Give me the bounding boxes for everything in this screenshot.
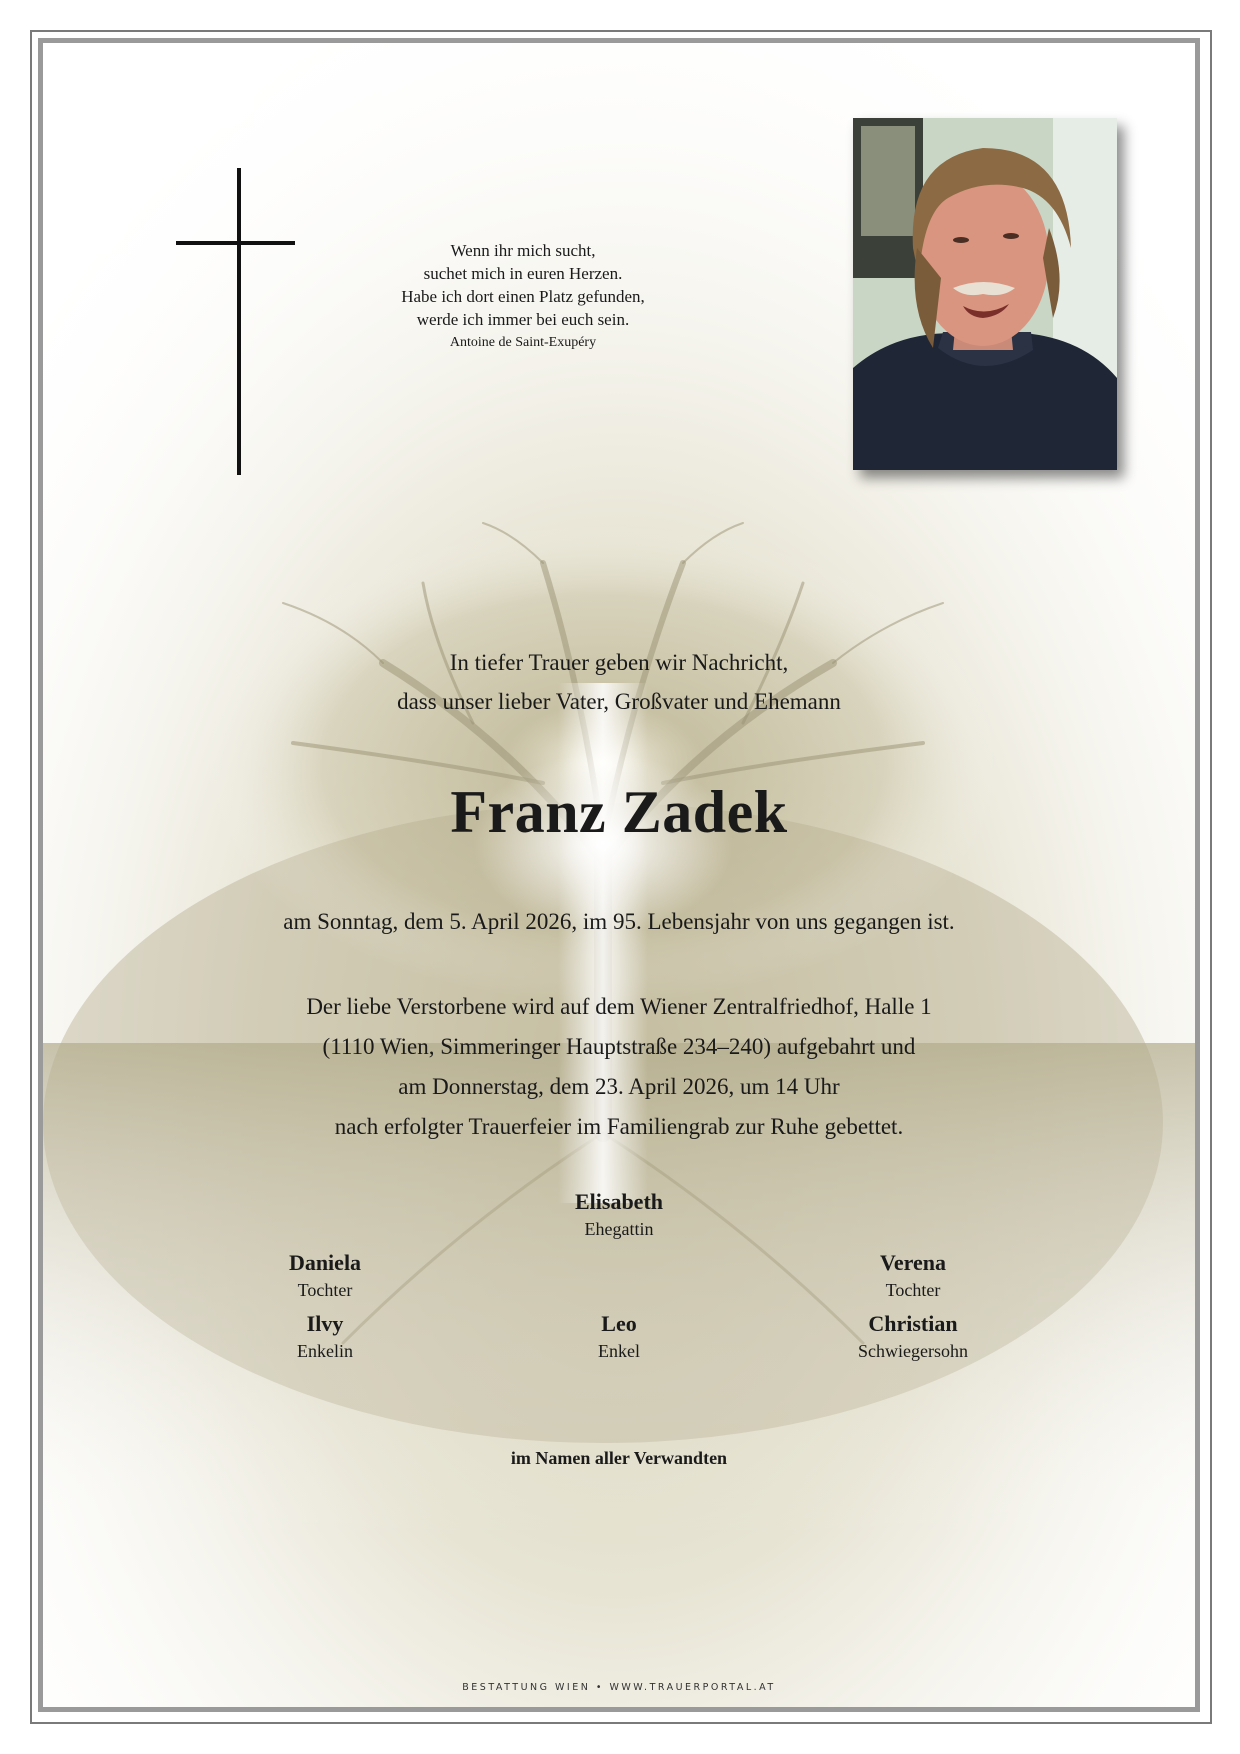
signoff: im Namen aller Verwandten	[510, 1448, 728, 1468]
details-line: (1110 Wien, Simmeringer Hauptstraße 234–240) aufgebahrt und	[322, 1034, 916, 1059]
intro-line: In tiefer Trauer geben wir Nachricht,	[449, 650, 789, 675]
deceased-name: Franz Zadek	[450, 779, 788, 845]
poem-line: Wenn ihr mich sucht,	[450, 241, 596, 260]
mourner-relation: Schwiegersohn	[858, 1341, 968, 1361]
poem-line: werde ich immer bei euch sein.	[416, 310, 630, 329]
footer-publisher: BESTATTUNG WIEN • WWW.TRAUERPORTAL.AT	[462, 1682, 776, 1693]
funeral-details	[43, 987, 1195, 1147]
poem-line: Habe ich dort einen Platz gefunden,	[401, 287, 645, 306]
latin-cross-icon	[237, 168, 241, 475]
mourner-name: Verena	[880, 1250, 946, 1275]
obituary-page	[38, 38, 1200, 1712]
mourner-name: Ilvy	[306, 1311, 344, 1336]
cross-crossbar	[176, 241, 295, 245]
mourner-entry	[195, 1310, 455, 1364]
mourner-relation: Tochter	[885, 1280, 941, 1300]
portrait-photo	[853, 118, 1117, 470]
mourner-name: Daniela	[288, 1250, 362, 1275]
poem-author: Antoine de Saint-Exupéry	[449, 335, 597, 350]
mourner-name: Leo	[601, 1311, 637, 1336]
death-notice: am Sonntag, dem 5. April 2026, im 95. Lebensjahr von uns gegangen ist.	[283, 909, 955, 934]
memorial-poem	[353, 239, 693, 354]
mourner-name: Christian	[868, 1311, 958, 1336]
mourner-relation: Ehegattin	[584, 1219, 654, 1239]
mourner-entry	[783, 1249, 1043, 1303]
details-line: Der liebe Verstorbene wird auf dem Wiener Zentralfriedhof, Halle 1	[306, 994, 932, 1019]
details-line: nach erfolgter Trauerfeier im Familiengrab zur Ruhe gebettet.	[334, 1114, 904, 1139]
mourner-relation: Enkel	[598, 1341, 640, 1361]
mourner-entry	[489, 1310, 749, 1364]
details-line: am Donnerstag, dem 23. April 2026, um 14 Uhr	[398, 1074, 840, 1099]
mourner-entry	[489, 1188, 749, 1242]
mourner-relation: Tochter	[297, 1280, 353, 1300]
announcement-intro	[43, 643, 1195, 721]
mourner-entry	[783, 1310, 1043, 1364]
mourner-entry	[195, 1249, 455, 1303]
intro-line: dass unser lieber Vater, Großvater und Ehemann	[397, 689, 841, 714]
poem-line: suchet mich in euren Herzen.	[423, 264, 623, 283]
mourner-relation: Enkelin	[297, 1341, 353, 1361]
mourner-name: Elisabeth	[574, 1189, 664, 1214]
